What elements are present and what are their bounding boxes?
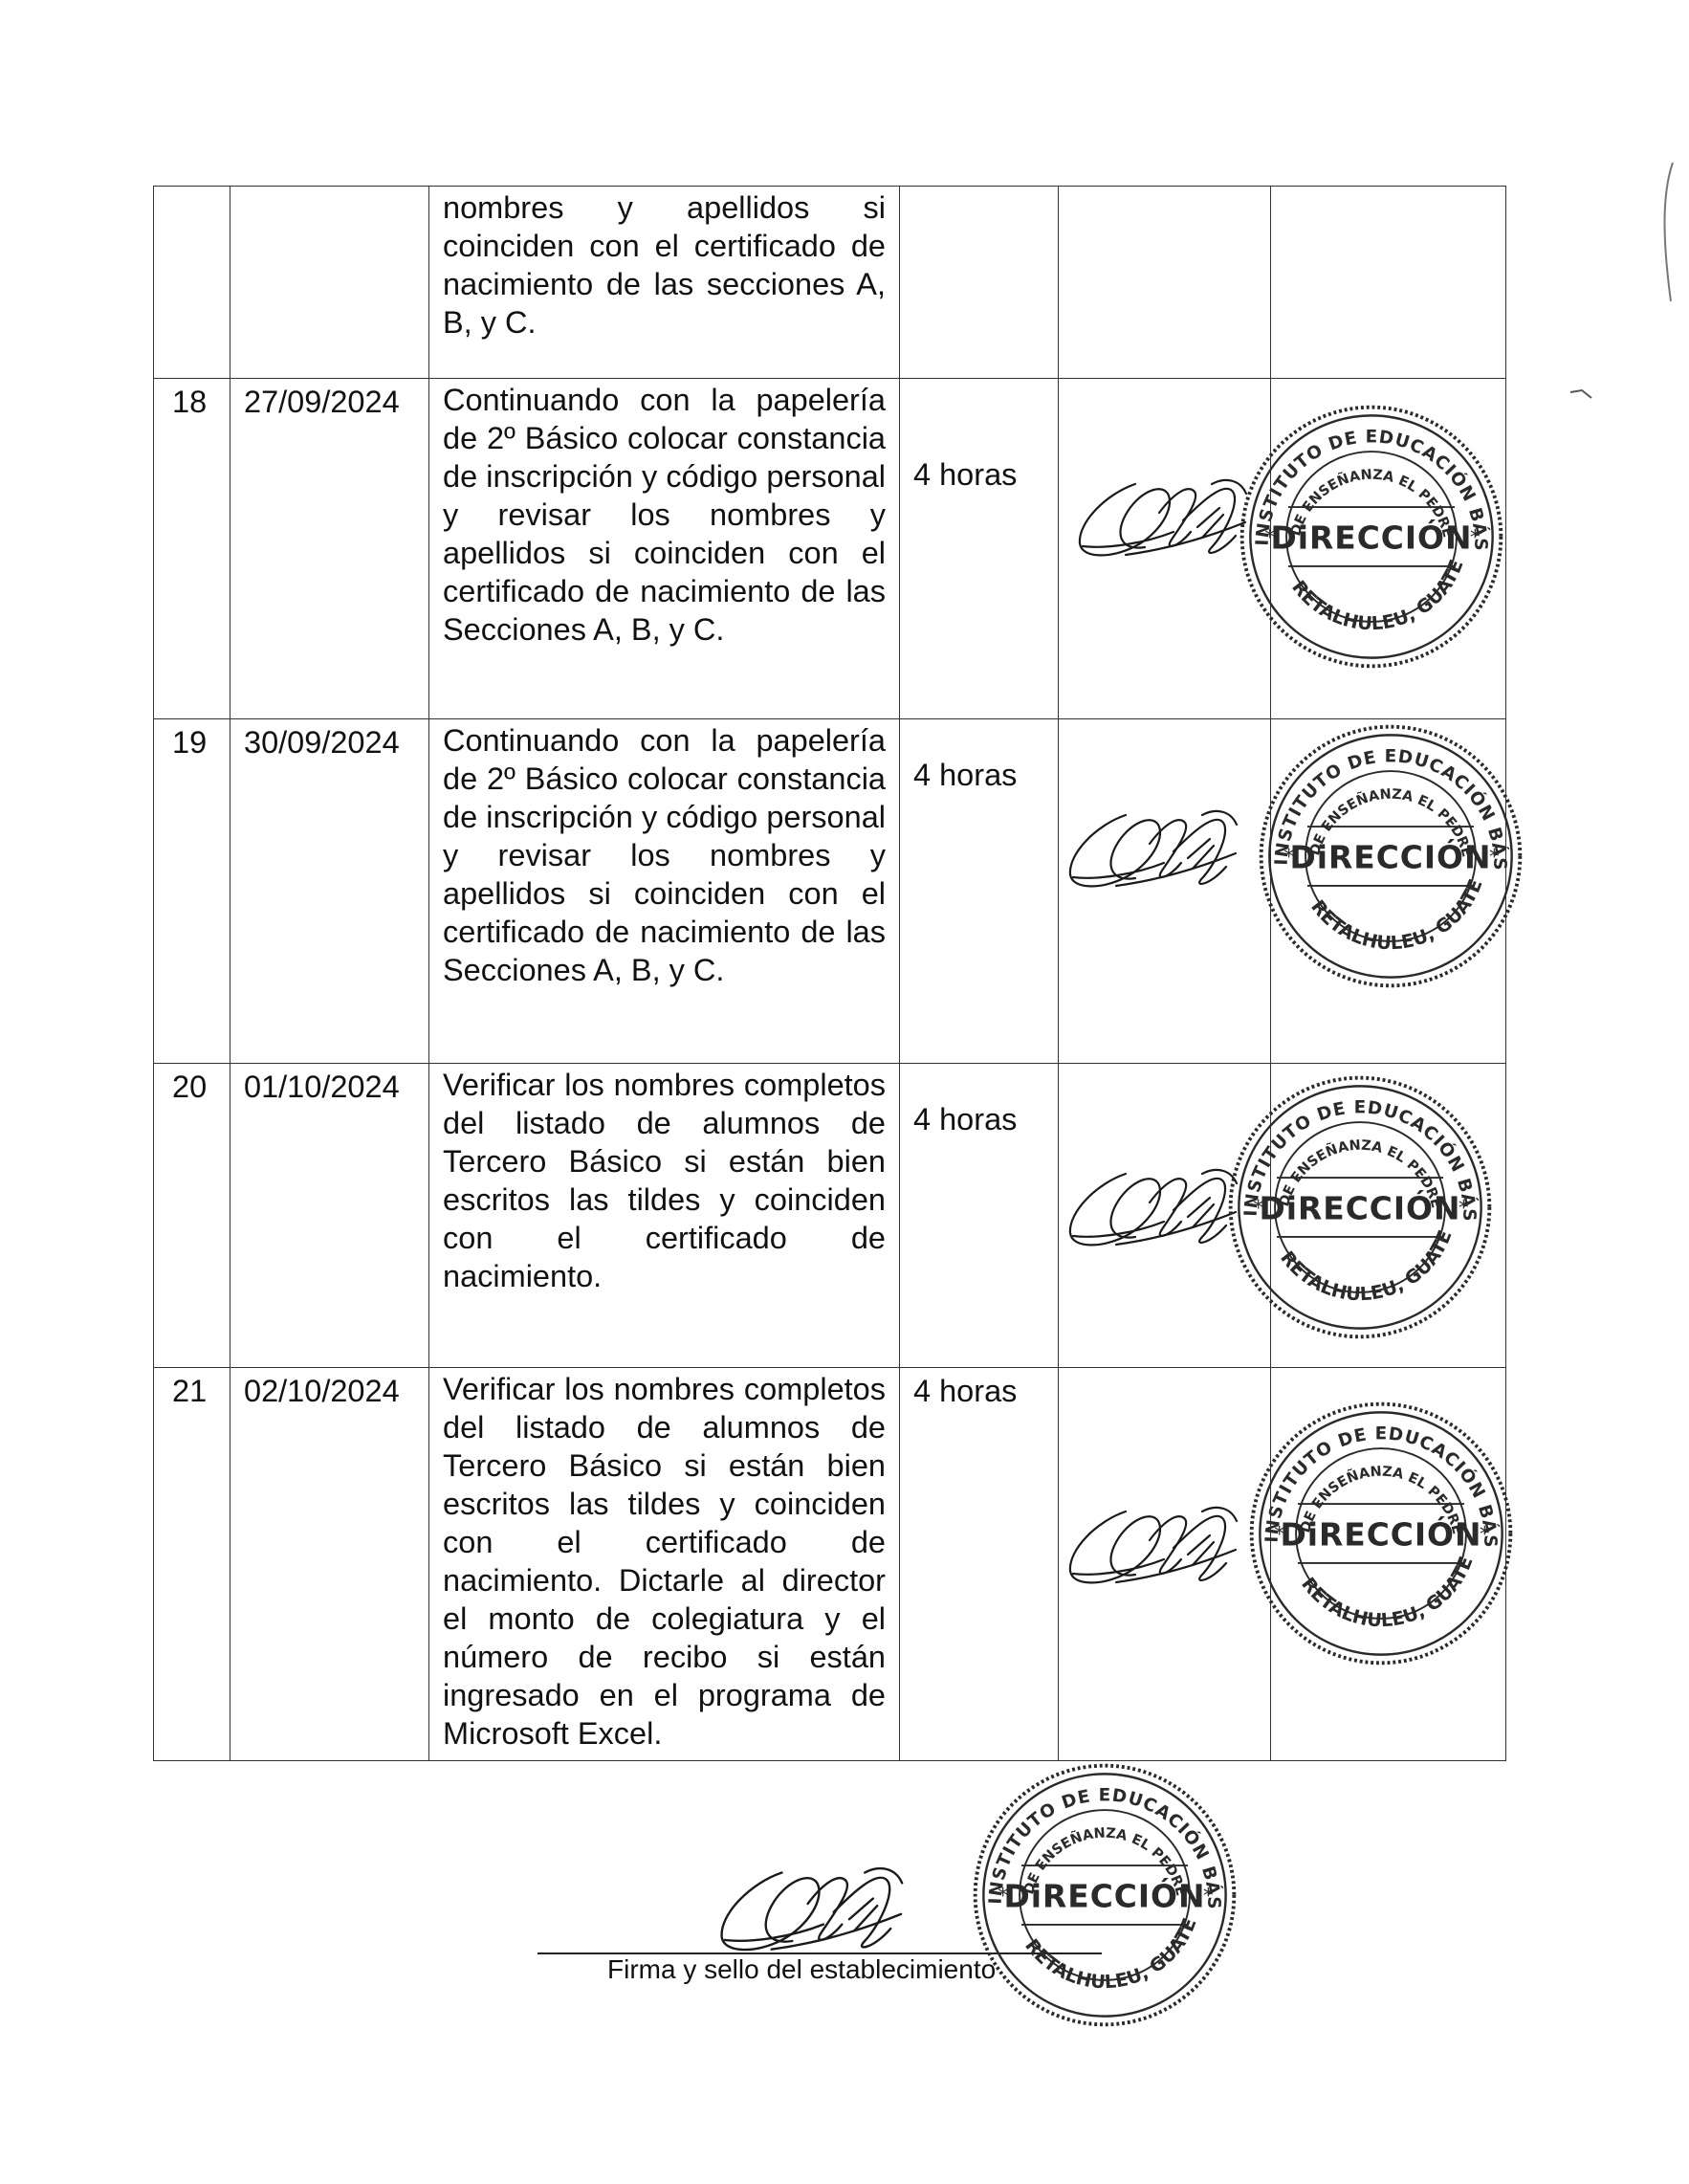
row-hours: 4 horas <box>913 1374 1018 1408</box>
row-number: 18 <box>154 379 230 719</box>
seal-cell <box>1271 1368 1506 1761</box>
signature-image <box>1059 1483 1250 1598</box>
table-row <box>154 719 1506 1064</box>
row-hours: 4 horas <box>913 457 1018 492</box>
seal-image <box>1233 398 1510 675</box>
row-number: 21 <box>154 1368 230 1761</box>
row-activity: Verificar los nombres completos del listado de alumnos de Tercero Básico si están bien escritos las tildes y coinciden con el certificado de nacimiento. Dictarle al director el monto de colegiatura y el número de recibo si están ingresado en el programa de Microsoft Excel. <box>429 1368 900 1761</box>
row-activity: Verificar los nombres completos del listado de alumnos de Tercero Básico si están bien escritos las tildes y coinciden con el certificado de nacimiento. <box>429 1064 900 1368</box>
seal-cell <box>1271 1064 1506 1368</box>
signature-image <box>1059 786 1250 901</box>
scan-mark <box>1659 158 1678 311</box>
signature-cell <box>1059 187 1271 379</box>
row-number: 19 <box>154 719 230 1064</box>
seal-image <box>1221 1069 1499 1346</box>
table-row <box>154 187 1506 379</box>
row-hours: 4 horas <box>913 1102 1018 1136</box>
row-date <box>230 187 429 379</box>
row-hours <box>900 187 1059 379</box>
table-row <box>154 379 1506 719</box>
seal-cell <box>1271 187 1506 379</box>
seal-image <box>1242 1395 1520 1672</box>
scan-mark <box>1568 383 1597 402</box>
row-activity: Continuando con la papelería de 2º Básico colocar constancia de inscripción y código personal y revisar los nombres y apellidos si coinciden con el certificado de nacimiento de las Secciones A, B, y C. <box>429 379 900 719</box>
signature-cell <box>1059 1368 1271 1761</box>
seal-cell <box>1271 379 1506 719</box>
signature-image <box>1068 455 1260 570</box>
row-activity: nombres y apellidos si coinciden con el certificado de nacimiento de las secciones A, B, y C. <box>429 187 900 379</box>
row-hours: 4 horas <box>913 758 1018 792</box>
table-row <box>154 1368 1506 1761</box>
row-date: 01/10/2024 <box>230 1064 429 1368</box>
footer-seal-image <box>966 1756 1243 2034</box>
row-date: 30/09/2024 <box>230 719 429 1064</box>
row-date: 27/09/2024 <box>230 379 429 719</box>
row-activity: Continuando con la papelería de 2º Básico colocar constancia de inscripción y código personal y revisar los nombres y apellidos si coinciden con el certificado de nacimiento de las Secciones A, B, y C. <box>429 719 900 1064</box>
table-row <box>154 1064 1506 1368</box>
row-number: 20 <box>154 1064 230 1368</box>
row-number <box>154 187 230 379</box>
row-date: 02/10/2024 <box>230 1368 429 1761</box>
footer-signature-image <box>669 1842 956 1966</box>
footer-label: Firma y sello del establecimiento <box>607 1954 997 1984</box>
seal-cell <box>1271 719 1506 1064</box>
activity-log-table <box>153 186 1506 1761</box>
signature-cell <box>1059 719 1271 1064</box>
seal-image <box>1252 717 1529 995</box>
